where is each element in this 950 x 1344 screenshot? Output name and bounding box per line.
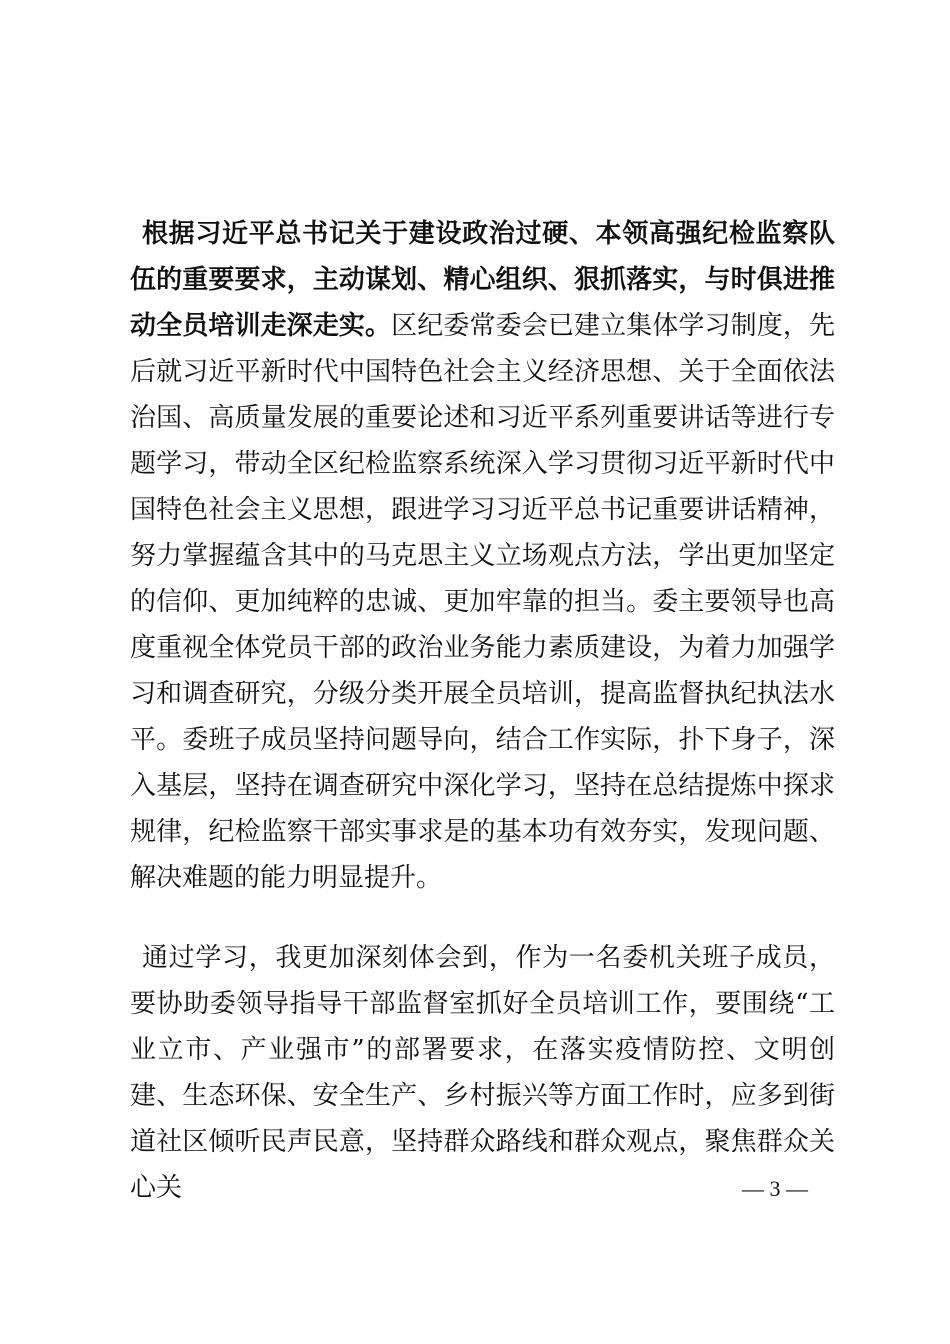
paragraph-1 [130, 211, 835, 901]
paragraph-1-text: 区纪委常委会已建立集体学习制度，先后就习近平新时代中国特色社会主义经济思想、关于全面依法治国、高质量发展的重要论述和习近平系列重要讲话等进行专题学习，带动全区纪检监察系统深入学习贯彻习近平新时代中国特色社会主义思想，跟进学习习近平总书记重要讲话精神，努力掌握蕴含其中的马克思主义立场观点方法，学出更加坚定的信仰、更加纯粹的忠诚、更加牢靠的担当。委主要领导也高度重视全体党员干部的政治业务能力素质建设，为着力加强学习和调查研究，分级分类开展全员培训，提高监督执纪执法水平。委班子成员坚持问题导向，结合工作实际，扑下身子，深入基层，坚持在调查研究中深化学习，坚持在总结提炼中探求规律，纪检监察干部实事求是的基本功有效夯实，发现问题、解决难题的能力明显提升。 [130, 311, 835, 893]
paragraph-2-text: 通过学习，我更加深刻体会到，作为一名委机关班子成员，要协助委领导指导干部监督室抓好全员培训工作，要围绕“工业立市、产业强市”的部署要求，在落实疫情防控、文明创建、生态环保、安全生产、乡村振兴等方面工作时，应多到街道社区倾听民声民意，坚持群众路线和群众观点，聚焦群众关心关 [130, 943, 835, 1203]
page-number: — 3 — [742, 1176, 808, 1201]
document-body [130, 211, 835, 1211]
paragraph-2 [130, 935, 835, 1211]
paragraph-1-bold-lead: 根据习近平总书记关于建设政治过硬、本领高强纪检监察队伍的重要要求，主动谋划、精心组织、狠抓落实，与时俱进推动全员培训走深走实。 [130, 219, 835, 341]
